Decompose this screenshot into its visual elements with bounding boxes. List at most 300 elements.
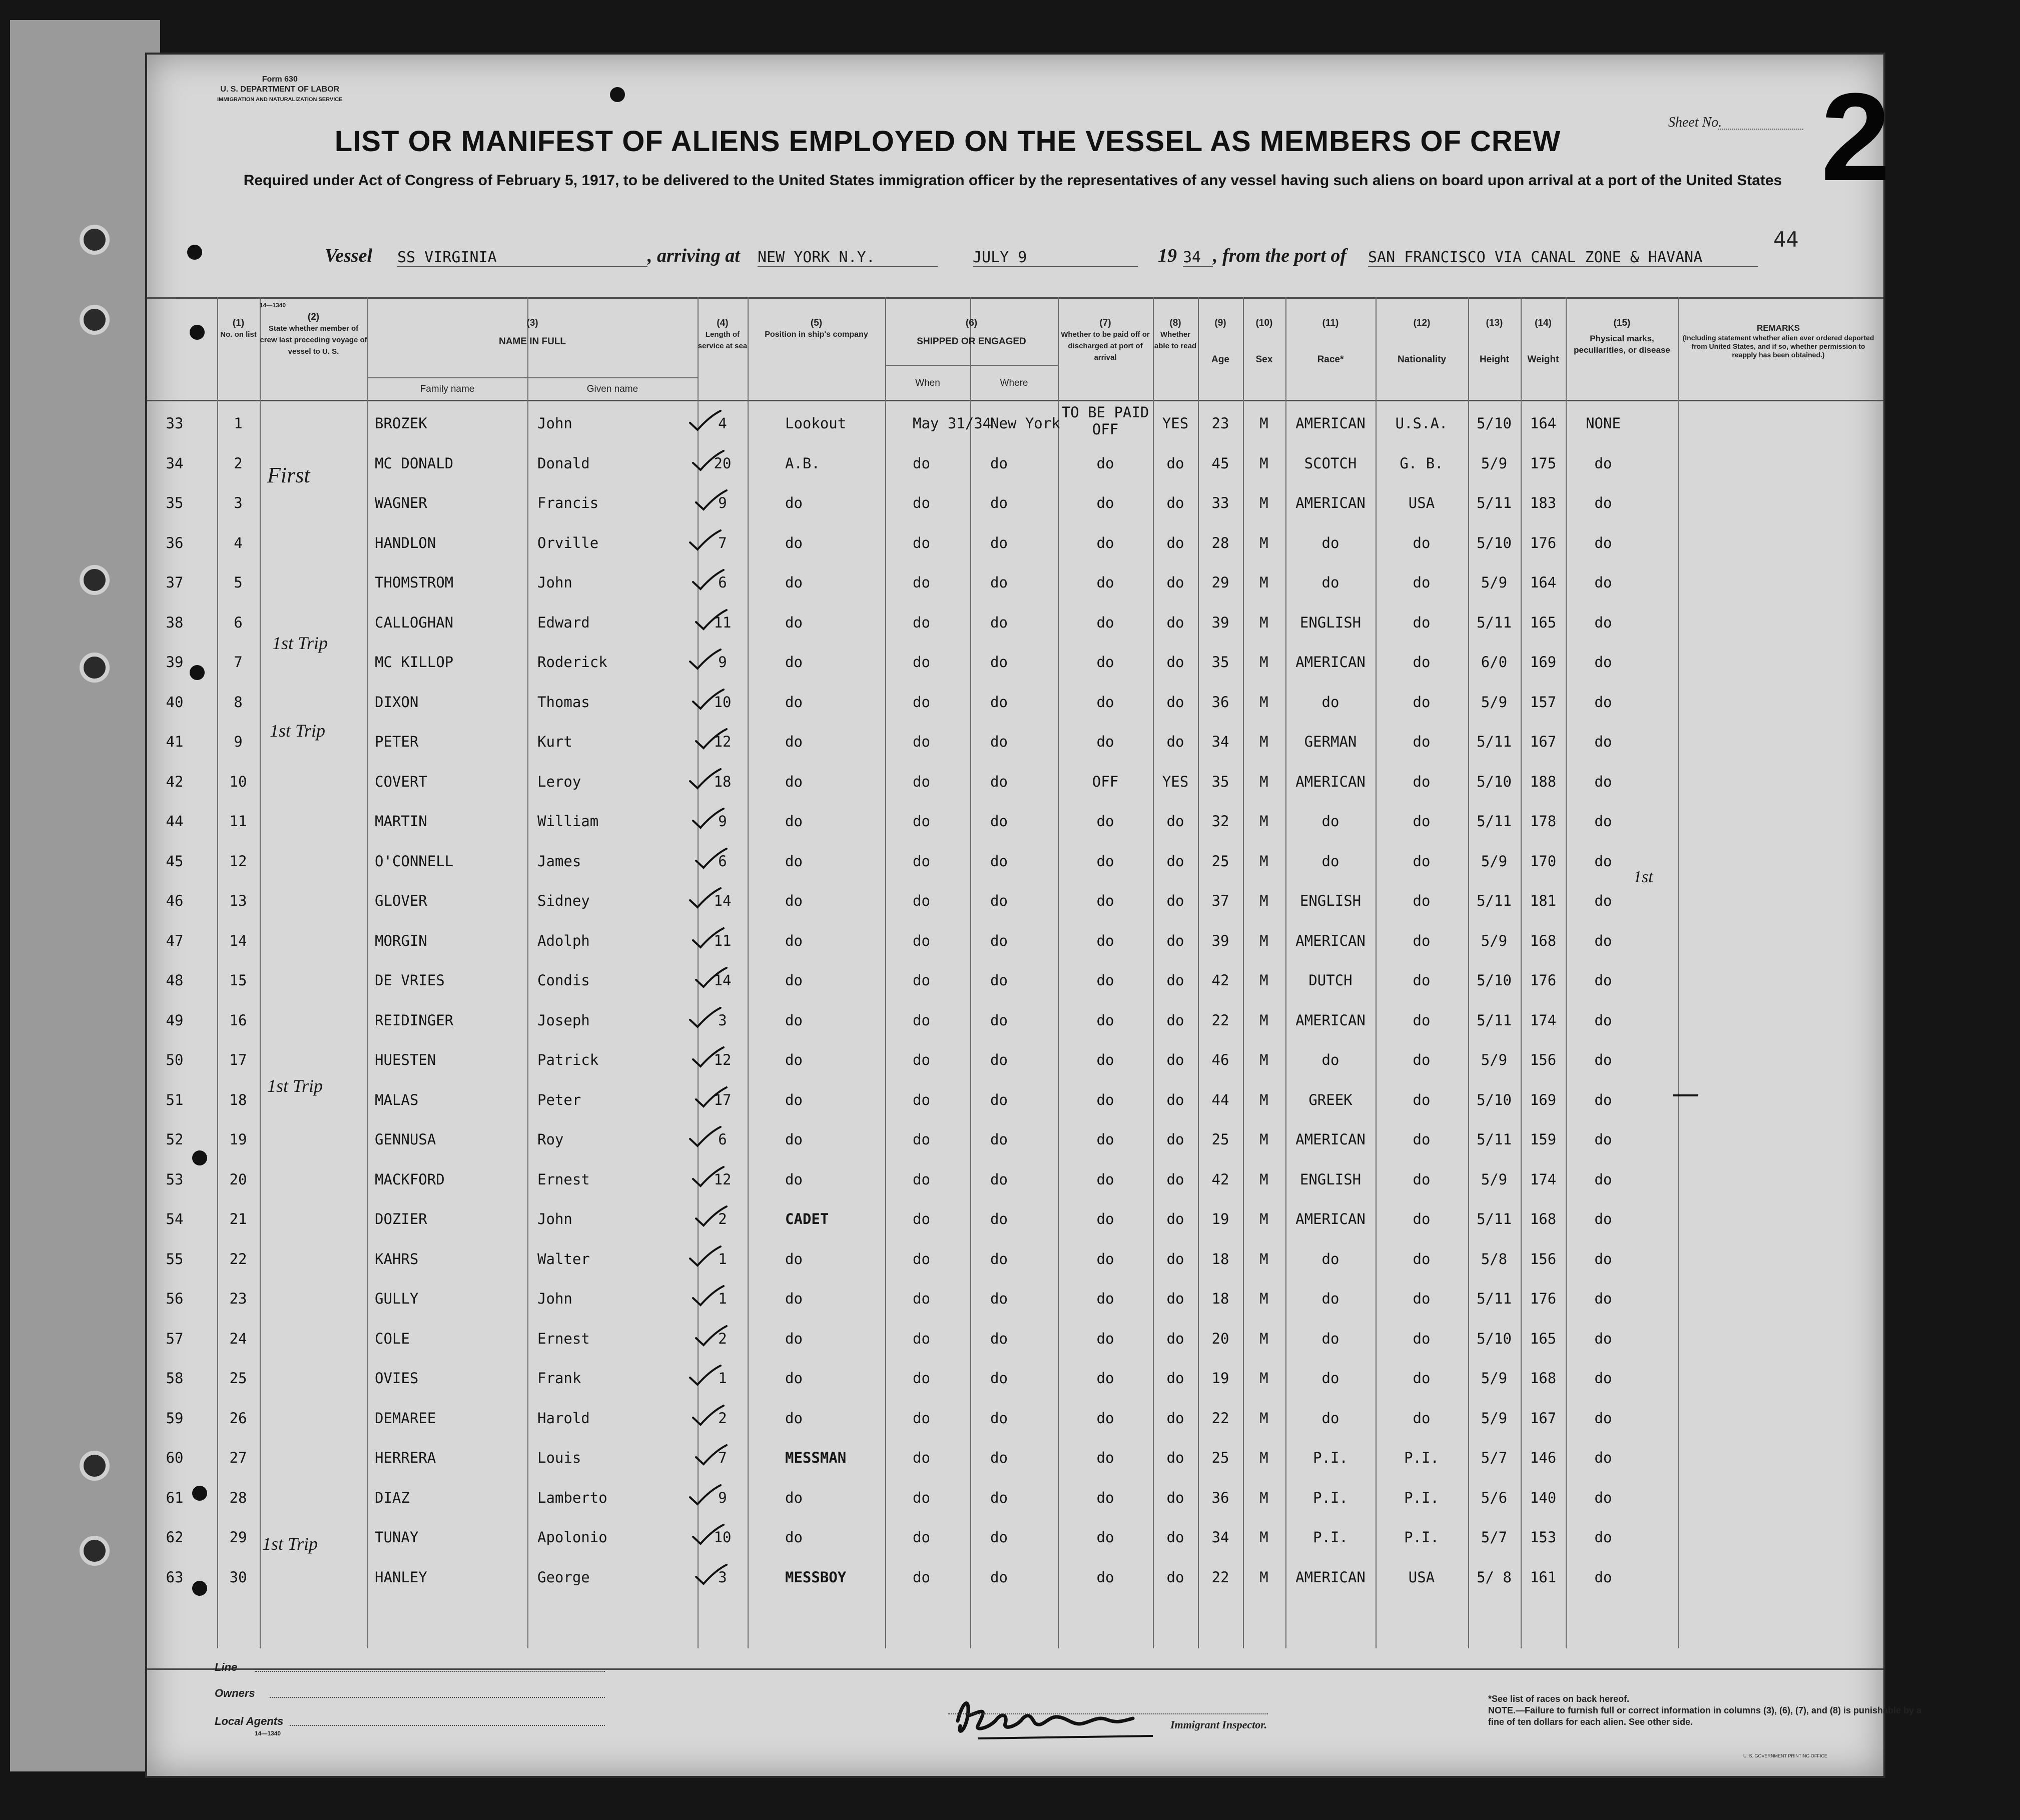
margin-number: 40 — [166, 693, 184, 711]
cell-marks: do — [1594, 932, 1612, 949]
cell-read: do — [1166, 614, 1184, 631]
margin-number: 42 — [166, 773, 184, 790]
cell-height: 5/11 — [1477, 1131, 1512, 1148]
cell-no: 7 — [234, 654, 243, 671]
cell-read: do — [1166, 1091, 1184, 1108]
vessel-name: SS VIRGINIA — [397, 249, 647, 267]
cell-position: do — [785, 693, 803, 711]
cell-service: 12 — [714, 733, 732, 750]
cell-sex: M — [1259, 1449, 1268, 1466]
cell-given: William — [537, 813, 599, 830]
cell-height: 5/7 — [1481, 1529, 1508, 1546]
cell-position: do — [785, 852, 803, 870]
cell-race: AMERICAN — [1295, 1011, 1366, 1029]
cell-read: do — [1166, 1011, 1184, 1029]
cell-race: ENGLISH — [1299, 614, 1362, 631]
cell-family: HANDLON — [375, 534, 436, 551]
binder-hole — [80, 1536, 110, 1566]
cell-marks: do — [1594, 1489, 1612, 1506]
cell-height: 5/9 — [1481, 1170, 1508, 1188]
cell-sex: M — [1259, 693, 1268, 711]
cell-nationality: USA — [1408, 494, 1435, 511]
cell-where: do — [990, 813, 1008, 830]
cell-height: 5/10 — [1477, 1091, 1512, 1108]
cell-service: 9 — [718, 654, 727, 671]
cell-sex: M — [1259, 1170, 1268, 1188]
checkmark-icon — [691, 1523, 726, 1547]
cell-age: 19 — [1211, 1210, 1229, 1228]
cell-when: do — [913, 932, 930, 949]
cell-sex: M — [1259, 852, 1268, 870]
sheet-line — [1718, 129, 1803, 130]
cell-nationality: do — [1413, 733, 1431, 750]
margin-number: 35 — [166, 494, 184, 511]
cell-read: do — [1166, 1568, 1184, 1586]
cell-age: 28 — [1211, 534, 1229, 551]
header-col6: (6) SHIPPED OR ENGAGED — [917, 318, 1026, 347]
cell-age: 34 — [1211, 733, 1229, 750]
margin-number: 59 — [166, 1409, 184, 1427]
cell-given: Joseph — [537, 1011, 590, 1029]
cell-position: do — [785, 654, 803, 671]
cell-no: 19 — [229, 1131, 247, 1148]
cell-no: 2 — [234, 454, 243, 472]
cell-where: do — [990, 1409, 1008, 1427]
cell-where: do — [990, 1529, 1008, 1546]
cell-service: 6 — [718, 1131, 727, 1148]
cell-height: 5/9 — [1481, 693, 1508, 711]
cell-service: 1 — [718, 1290, 727, 1307]
cell-weight: 178 — [1530, 813, 1557, 830]
checkmark-icon — [688, 1245, 723, 1269]
header-col14: (14) Weight — [1527, 318, 1559, 365]
cell-weight: 167 — [1530, 733, 1557, 750]
cell-weight: 168 — [1530, 1210, 1557, 1228]
margin-number: 52 — [166, 1131, 184, 1148]
cell-race: AMERICAN — [1295, 494, 1366, 511]
cell-where: do — [990, 614, 1008, 631]
cell-no: 17 — [229, 1051, 247, 1068]
cell-marks: do — [1594, 1568, 1612, 1586]
cell-where: do — [990, 654, 1008, 671]
cell-race: AMERICAN — [1295, 932, 1366, 949]
cell-read: do — [1166, 1170, 1184, 1188]
handwritten-first-trip: 1st Trip — [262, 1534, 318, 1554]
table-row — [147, 1002, 1883, 1041]
cell-where: do — [990, 534, 1008, 551]
cell-nationality: do — [1413, 1170, 1431, 1188]
cell-no: 24 — [229, 1330, 247, 1347]
cell-read: do — [1166, 1489, 1184, 1506]
table-top-rule — [147, 297, 1883, 299]
cell-read: do — [1166, 454, 1184, 472]
cell-given: John — [537, 1210, 572, 1228]
cell-where: do — [990, 1449, 1008, 1466]
cell-position: Lookout — [785, 415, 847, 432]
cell-position: do — [785, 972, 803, 989]
margin-number: 49 — [166, 1011, 184, 1029]
cell-paid: do — [1096, 733, 1114, 750]
cell-position: do — [785, 1131, 803, 1148]
cell-family: MC DONALD — [375, 454, 454, 472]
binder-hole — [80, 305, 110, 335]
cell-paid: do — [1096, 1449, 1114, 1466]
cell-weight: 174 — [1530, 1170, 1557, 1188]
margin-number: 57 — [166, 1330, 184, 1347]
cell-family: THOMSTROM — [375, 574, 454, 591]
cell-age: 23 — [1211, 415, 1229, 432]
cell-nationality: do — [1413, 534, 1431, 551]
checkmark-icon — [691, 1045, 726, 1069]
cell-position: do — [785, 892, 803, 909]
binder-hole — [80, 565, 110, 595]
cell-no: 26 — [229, 1409, 247, 1427]
cell-service: 14 — [714, 892, 732, 909]
header-rule — [147, 400, 1883, 401]
cell-age: 36 — [1211, 1489, 1229, 1506]
cell-given: Thomas — [537, 693, 590, 711]
margin-number: 45 — [166, 852, 184, 870]
cell-read: do — [1166, 1051, 1184, 1068]
margin-number: 62 — [166, 1529, 184, 1546]
cell-when: do — [913, 454, 930, 472]
manifest-page — [145, 53, 1922, 1778]
cell-position: do — [785, 1250, 803, 1268]
cell-where: do — [990, 773, 1008, 790]
cell-sex: M — [1259, 1051, 1268, 1068]
cell-weight: 175 — [1530, 454, 1557, 472]
binding-edge — [10, 20, 160, 1771]
cell-height: 5/9 — [1481, 574, 1508, 591]
cell-nationality: do — [1413, 1409, 1431, 1427]
cell-race: do — [1321, 574, 1339, 591]
checkmark-icon — [691, 1284, 726, 1308]
cell-paid: OFF — [1092, 773, 1119, 790]
cell-sex: M — [1259, 1011, 1268, 1029]
cell-where: do — [990, 574, 1008, 591]
header-col8: (8) Whether able to read — [1154, 318, 1197, 350]
table-row — [147, 1161, 1883, 1200]
cell-service: 2 — [718, 1330, 727, 1347]
cell-sex: M — [1259, 534, 1268, 551]
cell-given: Adolph — [537, 932, 590, 949]
cell-no: 16 — [229, 1011, 247, 1029]
table-row — [147, 1280, 1883, 1319]
sheet-number: 2 — [1821, 67, 1891, 207]
cell-paid: do — [1096, 1051, 1114, 1068]
cell-given: Ernest — [537, 1170, 590, 1188]
from-label: , from the port of — [1213, 245, 1347, 266]
cell-weight: 174 — [1530, 1011, 1557, 1029]
table-row — [147, 1519, 1883, 1558]
cell-read: do — [1166, 1330, 1184, 1347]
cell-when: do — [913, 813, 930, 830]
cell-nationality: do — [1413, 972, 1431, 989]
cell-marks: do — [1594, 1529, 1612, 1546]
cell-age: 22 — [1211, 1011, 1229, 1029]
cell-nationality: do — [1413, 1250, 1431, 1268]
agents-field — [290, 1725, 605, 1726]
cell-race: ENGLISH — [1299, 892, 1362, 909]
table-row — [147, 1200, 1883, 1240]
handwritten-remark: 1st — [1633, 868, 1653, 886]
checkmark-icon — [691, 1404, 726, 1428]
cell-nationality: do — [1413, 932, 1431, 949]
cell-where: do — [990, 733, 1008, 750]
header-where: Where — [1000, 378, 1028, 388]
line-label: Line — [215, 1661, 238, 1673]
cell-age: 35 — [1211, 773, 1229, 790]
cell-given: Louis — [537, 1449, 581, 1466]
cell-service: 2 — [718, 1210, 727, 1228]
cell-paid: do — [1096, 1011, 1114, 1029]
cell-height: 5/9 — [1481, 454, 1508, 472]
cell-service: 11 — [714, 932, 732, 949]
cell-given: Walter — [537, 1250, 590, 1268]
cell-no: 14 — [229, 932, 247, 949]
cell-nationality: do — [1413, 1290, 1431, 1307]
cell-where: do — [990, 972, 1008, 989]
cell-position: do — [785, 1170, 803, 1188]
cell-marks: do — [1594, 1330, 1612, 1347]
cell-paid: do — [1096, 932, 1114, 949]
cell-height: 5/10 — [1477, 415, 1512, 432]
cell-when: do — [913, 614, 930, 631]
checkmark-icon — [694, 1204, 729, 1229]
cell-height: 5/11 — [1477, 733, 1512, 750]
margin-number: 47 — [166, 932, 184, 949]
cell-nationality: do — [1413, 1131, 1431, 1148]
cell-family: MACKFORD — [375, 1170, 445, 1188]
cell-service: 7 — [718, 534, 727, 551]
cell-when: do — [913, 1489, 930, 1506]
cell-paid: do — [1096, 534, 1114, 551]
cell-read: YES — [1162, 415, 1189, 432]
cell-family: DIXON — [375, 693, 419, 711]
margin-number: 61 — [166, 1489, 184, 1506]
agents-code: 14—1340 — [255, 1730, 281, 1737]
cell-no: 18 — [229, 1091, 247, 1108]
punch-hole — [610, 87, 625, 102]
cell-when: do — [913, 1568, 930, 1586]
year-prefix: 19 — [1158, 245, 1177, 266]
table-row — [147, 484, 1883, 523]
cell-sex: M — [1259, 972, 1268, 989]
cell-race: P.I. — [1313, 1529, 1348, 1546]
cell-marks: do — [1594, 654, 1612, 671]
cell-given: Roderick — [537, 654, 607, 671]
cell-given: John — [537, 1290, 572, 1307]
checkmark-icon — [688, 886, 723, 910]
cell-where: do — [990, 1370, 1008, 1387]
cell-sex: M — [1259, 1370, 1268, 1387]
cell-age: 44 — [1211, 1091, 1229, 1108]
cell-race: do — [1321, 1051, 1339, 1068]
cell-family: HERRERA — [375, 1449, 436, 1466]
cell-nationality: do — [1413, 813, 1431, 830]
header-col2: 14—1340 (2) State whether member of crew last preceding voyage of vessel to U. S. — [260, 302, 367, 356]
cell-family: MC KILLOP — [375, 654, 454, 671]
cell-when: May 31/34 — [913, 415, 992, 432]
punch-hole — [187, 245, 202, 260]
cell-where: do — [990, 852, 1008, 870]
cell-nationality: do — [1413, 693, 1431, 711]
cell-service: 20 — [714, 454, 732, 472]
cell-when: do — [913, 1011, 930, 1029]
cell-where: do — [990, 454, 1008, 472]
cell-sex: M — [1259, 1489, 1268, 1506]
checkmark-icon — [688, 409, 723, 433]
cell-age: 18 — [1211, 1250, 1229, 1268]
cell-given: Roy — [537, 1131, 564, 1148]
margin-number: 51 — [166, 1091, 184, 1108]
cell-no: 4 — [234, 534, 243, 551]
cell-paid: do — [1096, 574, 1114, 591]
cell-marks: do — [1594, 614, 1612, 631]
table-row — [147, 604, 1883, 643]
cell-family: DE VRIES — [375, 972, 445, 989]
cell-marks: do — [1594, 852, 1612, 870]
cell-read: do — [1166, 534, 1184, 551]
cell-read: do — [1166, 1529, 1184, 1546]
cell-family: GULLY — [375, 1290, 419, 1307]
cell-nationality: do — [1413, 1370, 1431, 1387]
cell-weight: 159 — [1530, 1131, 1557, 1148]
cell-height: 5/9 — [1481, 1409, 1508, 1427]
cell-where: do — [990, 1170, 1008, 1188]
cell-position: do — [785, 1489, 803, 1506]
cell-no: 27 — [229, 1449, 247, 1466]
margin-number: 46 — [166, 892, 184, 909]
cell-paid: do — [1096, 1568, 1114, 1586]
cell-service: 6 — [718, 852, 727, 870]
checkmark-icon — [688, 1483, 723, 1507]
cell-height: 5/10 — [1477, 972, 1512, 989]
cell-no: 9 — [234, 733, 243, 750]
header-given: Given name — [586, 384, 638, 394]
cell-race: SCOTCH — [1304, 454, 1357, 472]
handwritten-first: First — [267, 463, 310, 487]
cell-sex: M — [1259, 932, 1268, 949]
cell-when: do — [913, 1210, 930, 1228]
arriving-label: , arriving at — [647, 245, 740, 266]
header-col4: (4) Length of service at sea — [698, 318, 748, 350]
cell-family: BROZEK — [375, 415, 427, 432]
cell-position: do — [785, 932, 803, 949]
cell-weight: 165 — [1530, 1330, 1557, 1347]
cell-service: 11 — [714, 614, 732, 631]
cell-family: KAHRS — [375, 1250, 419, 1268]
cell-height: 5/11 — [1477, 614, 1512, 631]
cell-no: 3 — [234, 494, 243, 511]
cell-nationality: P.I. — [1404, 1529, 1439, 1546]
margin-number: 63 — [166, 1568, 184, 1586]
cell-position: do — [785, 813, 803, 830]
cell-when: do — [913, 1250, 930, 1268]
cell-age: 34 — [1211, 1529, 1229, 1546]
line-field — [255, 1671, 605, 1672]
cell-given: Harold — [537, 1409, 590, 1427]
cell-race: do — [1321, 693, 1339, 711]
handwritten-first-trip: 1st Trip — [272, 633, 328, 653]
cell-service: 12 — [714, 1170, 732, 1188]
cell-position: do — [785, 1529, 803, 1546]
cell-height: 5/11 — [1477, 1290, 1512, 1307]
cell-given: Lamberto — [537, 1489, 607, 1506]
cell-service: 3 — [718, 1568, 727, 1586]
cell-when: do — [913, 1170, 930, 1188]
cell-height: 5/11 — [1477, 892, 1512, 909]
cell-paid: do — [1096, 1091, 1114, 1108]
cell-age: 39 — [1211, 614, 1229, 631]
cell-sex: M — [1259, 733, 1268, 750]
cell-read: do — [1166, 972, 1184, 989]
cell-family: REIDINGER — [375, 1011, 454, 1029]
owners-field — [270, 1697, 605, 1698]
cell-family: OVIES — [375, 1370, 419, 1387]
cell-race: AMERICAN — [1295, 415, 1366, 432]
table-row — [147, 1241, 1883, 1280]
cell-family: MALAS — [375, 1091, 419, 1108]
cell-service: 17 — [714, 1091, 732, 1108]
table-row — [147, 962, 1883, 1001]
cell-age: 32 — [1211, 813, 1229, 830]
checkmark-icon — [688, 528, 723, 552]
cell-position: do — [785, 1091, 803, 1108]
cell-no: 11 — [229, 813, 247, 830]
cell-when: do — [913, 1051, 930, 1068]
cell-height: 5/8 — [1481, 1250, 1508, 1268]
cell-family: COLE — [375, 1330, 410, 1347]
binder-hole — [80, 225, 110, 255]
cell-where: do — [990, 1210, 1008, 1228]
crew-table — [147, 297, 1883, 1648]
checkmark-icon — [691, 926, 726, 950]
cell-weight: 157 — [1530, 693, 1557, 711]
cell-weight: 183 — [1530, 494, 1557, 511]
cell-read: do — [1166, 494, 1184, 511]
cell-given: Edward — [537, 614, 590, 631]
cell-when: do — [913, 574, 930, 591]
cell-race: do — [1321, 813, 1339, 830]
checkmark-icon — [688, 1364, 723, 1388]
checkmark-icon — [694, 966, 729, 990]
cell-marks: do — [1594, 1051, 1612, 1068]
header-col10: (10) Sex — [1255, 318, 1273, 365]
cell-no: 29 — [229, 1529, 247, 1546]
cell-read: do — [1166, 733, 1184, 750]
cell-sex: M — [1259, 1091, 1268, 1108]
cell-nationality: USA — [1408, 1568, 1435, 1586]
cell-no: 23 — [229, 1290, 247, 1307]
cell-weight: 169 — [1530, 1091, 1557, 1108]
header-family: Family name — [420, 384, 475, 394]
cell-marks: do — [1594, 1449, 1612, 1466]
cell-where: do — [990, 1051, 1008, 1068]
cell-position: do — [785, 1330, 803, 1347]
cell-race: do — [1321, 1290, 1339, 1307]
cell-paid: do — [1096, 813, 1114, 830]
cell-family: DOZIER — [375, 1210, 427, 1228]
cell-race: do — [1321, 534, 1339, 551]
cell-marks: NONE — [1586, 415, 1621, 432]
cell-marks: do — [1594, 574, 1612, 591]
cell-nationality: P.I. — [1404, 1489, 1439, 1506]
cell-race: P.I. — [1313, 1449, 1348, 1466]
cell-position: do — [785, 534, 803, 551]
cell-family: CALLOGHAN — [375, 614, 454, 631]
table-row — [147, 882, 1883, 921]
